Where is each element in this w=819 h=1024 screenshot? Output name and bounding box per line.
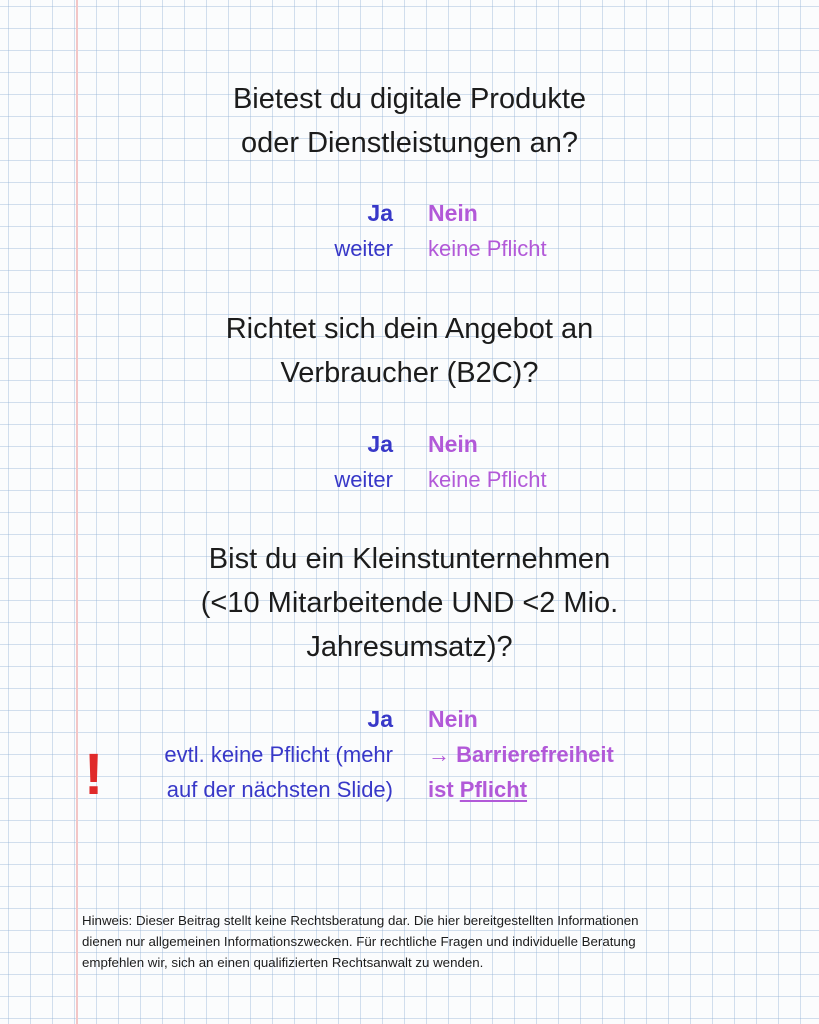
disclaimer-line-1: Hinweis: Dieser Beitrag stellt keine Rechtsberatung dar. Die hier bereitgestellten Informationen — [82, 913, 639, 928]
question-1 — [0, 77, 819, 165]
answer-yes-2 — [334, 427, 393, 497]
no-text: keine Pflicht — [428, 236, 547, 261]
no-text-line-2 — [428, 772, 614, 807]
no-label: Nein — [428, 200, 478, 226]
exclamation-icon: ! — [84, 742, 104, 807]
no-text-prefix: ist — [428, 777, 460, 802]
no-label: Nein — [428, 431, 478, 457]
disclaimer-line-2: dienen nur allgemeinen Informationszwecken. Für rechtliche Fragen und individuelle Beratung — [82, 934, 636, 949]
yes-text: weiter — [334, 467, 393, 492]
question-3-line-3: Jahresumsatz)? — [306, 631, 513, 663]
question-3-line-1: Bist du ein Kleinstunternehmen — [208, 543, 611, 575]
question-2 — [0, 307, 819, 395]
pflicht-link[interactable]: Pflicht — [459, 777, 528, 802]
answer-no-1 — [428, 196, 547, 266]
no-text: keine Pflicht — [428, 467, 547, 492]
answer-yes-1 — [334, 196, 393, 266]
answer-no-2 — [428, 427, 547, 497]
yes-text: weiter — [334, 236, 393, 261]
question-2-line-1: Richtet sich dein Angebot an — [225, 313, 594, 345]
yes-label: Ja — [367, 200, 393, 226]
answer-yes-3 — [164, 702, 393, 807]
disclaimer — [82, 910, 732, 973]
yes-label: Ja — [367, 706, 393, 732]
question-1-line-2: oder Dienstleistungen an? — [241, 127, 578, 159]
no-label: Nein — [428, 706, 478, 732]
question-2-line-2: Verbraucher (B2C)? — [280, 357, 539, 389]
yes-text-line-2: auf der nächsten Slide) — [166, 777, 393, 802]
question-1-line-1: Bietest du digitale Produkte — [232, 83, 587, 115]
yes-text-line-1: evtl. keine Pflicht (mehr — [164, 742, 393, 767]
disclaimer-line-3: empfehlen wir, sich an einen qualifizierten Rechtsanwalt zu wenden. — [82, 955, 484, 970]
question-3-line-2: (<10 Mitarbeitende UND <2 Mio. — [200, 587, 619, 619]
yes-label: Ja — [367, 431, 393, 457]
answer-no-3 — [428, 702, 614, 807]
question-3 — [0, 537, 819, 669]
no-text-line-1: → Barrierefreiheit — [428, 742, 614, 767]
